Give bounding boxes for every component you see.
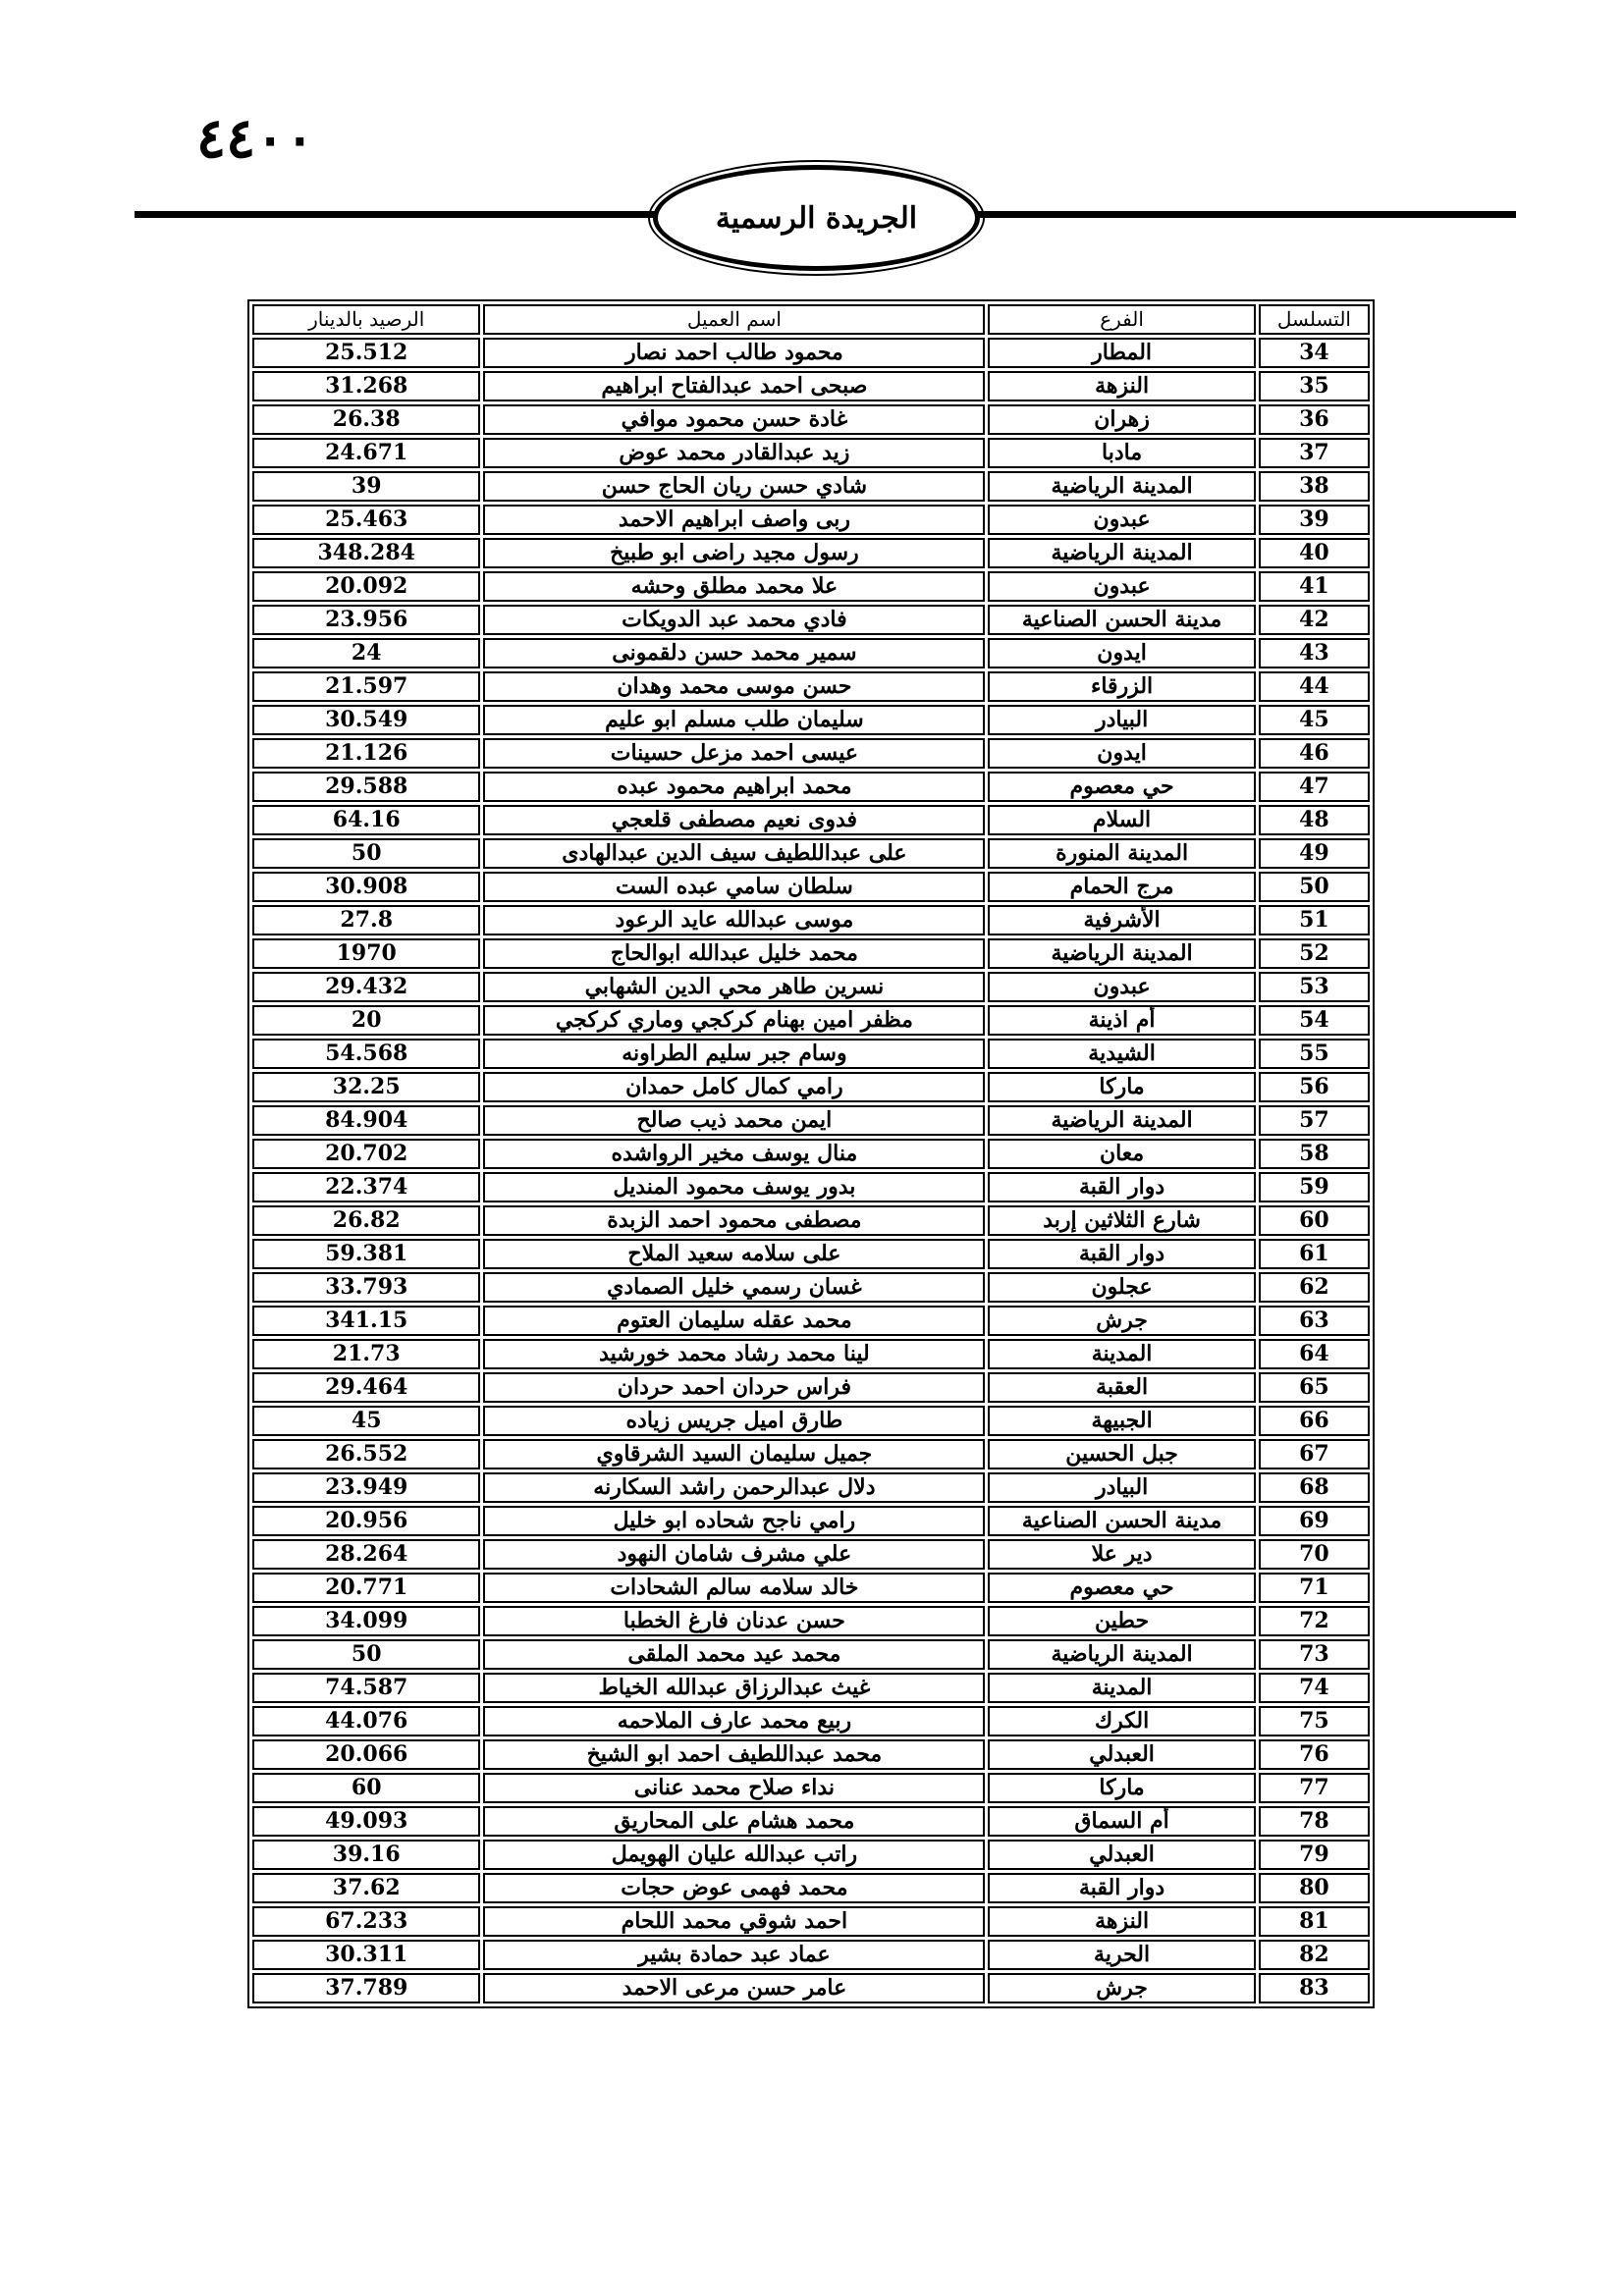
table-row <box>252 1973 1370 2003</box>
serial-cell: 41 <box>1259 571 1370 602</box>
balance-cell: 22.374 <box>252 1172 480 1202</box>
balance-cell: 26.552 <box>252 1439 480 1469</box>
table-row <box>252 471 1370 502</box>
table-row <box>252 705 1370 735</box>
customer-name-cell: نداء صلاح محمد عنانى <box>483 1773 985 1803</box>
balance-cell: 54.568 <box>252 1039 480 1069</box>
serial-cell: 62 <box>1259 1272 1370 1303</box>
serial-cell: 72 <box>1259 1606 1370 1636</box>
customer-name-cell: فادي محمد عبد الدويكات <box>483 605 985 635</box>
branch-cell: المدينة الرياضية <box>988 1105 1255 1136</box>
balance-cell: 24.671 <box>252 438 480 468</box>
table-row <box>252 938 1370 969</box>
serial-cell: 56 <box>1259 1072 1370 1102</box>
serial-cell: 73 <box>1259 1639 1370 1670</box>
customer-name-cell: دلال عبدالرحمن راشد السكارنه <box>483 1472 985 1503</box>
customer-name-cell: عيسى احمد مزعل حسينات <box>483 738 985 769</box>
table-row <box>252 738 1370 769</box>
balance-cell: 341.15 <box>252 1306 480 1336</box>
balance-cell: 20 <box>252 1005 480 1036</box>
balance-cell: 23.956 <box>252 605 480 635</box>
branch-cell: المدينة <box>988 1673 1255 1703</box>
balance-cell: 20.066 <box>252 1739 480 1770</box>
table-row <box>252 638 1370 668</box>
table-row <box>252 1439 1370 1469</box>
branch-cell: السلام <box>988 805 1255 835</box>
serial-cell: 51 <box>1259 905 1370 935</box>
balance-cell: 29.588 <box>252 772 480 802</box>
branch-cell: مدينة الحسن الصناعية <box>988 605 1255 635</box>
customer-name-cell: فدوى نعيم مصطفى قلعجي <box>483 805 985 835</box>
table-row <box>252 1306 1370 1336</box>
table-body <box>252 338 1370 2003</box>
customer-name-cell: محمد عيد محمد الملقى <box>483 1639 985 1670</box>
branch-cell: مدينة الحسن الصناعية <box>988 1506 1255 1536</box>
customer-name-cell: على عبداللطيف سيف الدين عبدالهادى <box>483 838 985 869</box>
table-row <box>252 1472 1370 1503</box>
balance-cell: 74.587 <box>252 1673 480 1703</box>
header-oval <box>653 165 980 271</box>
branch-cell: دوار القبة <box>988 1239 1255 1269</box>
branch-cell: الزرقاء <box>988 671 1255 702</box>
balances-table <box>247 299 1375 2008</box>
table-row <box>252 1039 1370 1069</box>
balance-cell: 21.597 <box>252 671 480 702</box>
customer-name-cell: غسان رسمي خليل الصمادي <box>483 1272 985 1303</box>
table-row <box>252 1339 1370 1369</box>
table-row <box>252 1706 1370 1736</box>
customer-name-cell: محمد ابراهيم محمود عبده <box>483 772 985 802</box>
customer-name-cell: عامر حسن مرعى الاحمد <box>483 1973 985 2003</box>
customer-name-cell: سليمان طلب مسلم ابو عليم <box>483 705 985 735</box>
serial-cell: 50 <box>1259 872 1370 902</box>
serial-cell: 55 <box>1259 1039 1370 1069</box>
branch-cell: النزهة <box>988 371 1255 401</box>
table-row <box>252 371 1370 401</box>
customer-name-cell: خالد سلامه سالم الشحادات <box>483 1573 985 1603</box>
balance-cell: 30.311 <box>252 1940 480 1970</box>
branch-cell: جرش <box>988 1973 1255 2003</box>
balance-cell: 33.793 <box>252 1272 480 1303</box>
table-row <box>252 1606 1370 1636</box>
balance-cell: 348.284 <box>252 538 480 568</box>
customer-name-cell: طارق اميل جريس زياده <box>483 1406 985 1436</box>
serial-cell: 61 <box>1259 1239 1370 1269</box>
branch-cell: ماركا <box>988 1072 1255 1102</box>
customer-name-cell: محمد هشام على المحاريق <box>483 1806 985 1837</box>
balance-cell: 28.264 <box>252 1539 480 1570</box>
serial-cell: 49 <box>1259 838 1370 869</box>
customer-name-cell: غادة حسن محمود موافي <box>483 404 985 435</box>
branch-cell: المدينة المنورة <box>988 838 1255 869</box>
serial-cell: 79 <box>1259 1840 1370 1870</box>
table-row <box>252 1940 1370 1970</box>
table-row <box>252 1139 1370 1169</box>
branch-cell: دير علا <box>988 1539 1255 1570</box>
customer-name-cell: سلطان سامي عبده الست <box>483 872 985 902</box>
branch-cell: أم السماق <box>988 1806 1255 1837</box>
branch-cell: المدينة الرياضية <box>988 471 1255 502</box>
serial-cell: 45 <box>1259 705 1370 735</box>
serial-cell: 44 <box>1259 671 1370 702</box>
branch-cell: جبل الحسين <box>988 1439 1255 1469</box>
serial-cell: 60 <box>1259 1205 1370 1236</box>
table-row <box>252 1272 1370 1303</box>
serial-cell: 82 <box>1259 1940 1370 1970</box>
branch-cell: العبدلي <box>988 1840 1255 1870</box>
serial-cell: 71 <box>1259 1573 1370 1603</box>
branch-cell: مادبا <box>988 438 1255 468</box>
page-number: ٤٤٠٠ <box>196 106 315 171</box>
serial-cell: 76 <box>1259 1739 1370 1770</box>
branch-cell: المطار <box>988 338 1255 368</box>
customer-name-cell: حسن موسى محمد وهدان <box>483 671 985 702</box>
balance-cell: 20.702 <box>252 1139 480 1169</box>
table-row <box>252 1172 1370 1202</box>
customer-name-cell: نسرين طاهر محي الدين الشهابي <box>483 972 985 1002</box>
balance-cell: 39.16 <box>252 1840 480 1870</box>
balance-cell: 31.268 <box>252 371 480 401</box>
table-row <box>252 1372 1370 1403</box>
branch-cell: شارع الثلاثين إربد <box>988 1205 1255 1236</box>
serial-cell: 63 <box>1259 1306 1370 1336</box>
branch-cell: الشيدية <box>988 1039 1255 1069</box>
serial-cell: 43 <box>1259 638 1370 668</box>
branch-cell: عبدون <box>988 972 1255 1002</box>
table-row <box>252 1673 1370 1703</box>
branch-cell: حطين <box>988 1606 1255 1636</box>
customer-name-cell: ايمن محمد ذيب صالح <box>483 1105 985 1136</box>
table-row <box>252 1205 1370 1236</box>
serial-cell: 77 <box>1259 1773 1370 1803</box>
branch-cell: حي معصوم <box>988 1573 1255 1603</box>
serial-cell: 54 <box>1259 1005 1370 1036</box>
customer-name-cell: رامي ناجح شحاده ابو خليل <box>483 1506 985 1536</box>
customer-name-cell: لينا محمد رشاد محمد خورشيد <box>483 1339 985 1369</box>
branch-cell: المدينة الرياضية <box>988 538 1255 568</box>
serial-cell: 53 <box>1259 972 1370 1002</box>
column-header-branch: الفرع <box>988 304 1255 335</box>
serial-cell: 46 <box>1259 738 1370 769</box>
branch-cell: العبدلي <box>988 1739 1255 1770</box>
balance-cell: 67.233 <box>252 1906 480 1937</box>
table-header-row <box>252 304 1370 335</box>
branch-cell: الحرية <box>988 1940 1255 1970</box>
serial-cell: 47 <box>1259 772 1370 802</box>
table-row <box>252 1806 1370 1837</box>
table-row <box>252 1639 1370 1670</box>
balance-cell: 44.076 <box>252 1706 480 1736</box>
branch-cell: حي معصوم <box>988 772 1255 802</box>
table-row <box>252 505 1370 535</box>
customer-name-cell: علا محمد مطلق وحشه <box>483 571 985 602</box>
table-row <box>252 571 1370 602</box>
serial-cell: 59 <box>1259 1172 1370 1202</box>
balance-cell: 32.25 <box>252 1072 480 1102</box>
serial-cell: 74 <box>1259 1673 1370 1703</box>
balance-cell: 29.432 <box>252 972 480 1002</box>
balance-cell: 29.464 <box>252 1372 480 1403</box>
customer-name-cell: راتب عبدالله عليان الهويمل <box>483 1840 985 1870</box>
balance-cell: 1970 <box>252 938 480 969</box>
customer-name-cell: موسى عبدالله عايد الرعود <box>483 905 985 935</box>
serial-cell: 78 <box>1259 1806 1370 1837</box>
balance-cell: 59.381 <box>252 1239 480 1269</box>
customer-name-cell: محمد فهمى عوض حجات <box>483 1873 985 1903</box>
table-row <box>252 1739 1370 1770</box>
table-row <box>252 338 1370 368</box>
balance-cell: 26.38 <box>252 404 480 435</box>
serial-cell: 37 <box>1259 438 1370 468</box>
serial-cell: 48 <box>1259 805 1370 835</box>
balance-cell: 34.099 <box>252 1606 480 1636</box>
branch-cell: العقبة <box>988 1372 1255 1403</box>
customer-name-cell: غيث عبدالرزاق عبدالله الخياط <box>483 1673 985 1703</box>
branch-cell: النزهة <box>988 1906 1255 1937</box>
balance-cell: 50 <box>252 1639 480 1670</box>
serial-cell: 64 <box>1259 1339 1370 1369</box>
serial-cell: 68 <box>1259 1472 1370 1503</box>
serial-cell: 52 <box>1259 938 1370 969</box>
balance-cell: 49.093 <box>252 1806 480 1837</box>
serial-cell: 70 <box>1259 1539 1370 1570</box>
serial-cell: 35 <box>1259 371 1370 401</box>
customer-name-cell: محمد عقله سليمان العتوم <box>483 1306 985 1336</box>
table-row <box>252 1773 1370 1803</box>
table-row <box>252 1406 1370 1436</box>
customer-name-cell: احمد شوقي محمد اللحام <box>483 1906 985 1937</box>
branch-cell: البيادر <box>988 1472 1255 1503</box>
branch-cell: جرش <box>988 1306 1255 1336</box>
customer-name-cell: زيد عبدالقادر محمد عوض <box>483 438 985 468</box>
balance-cell: 30.549 <box>252 705 480 735</box>
column-header-customer-name: اسم العميل <box>483 304 985 335</box>
column-header-serial: التسلسل <box>1259 304 1370 335</box>
balance-cell: 25.512 <box>252 338 480 368</box>
branch-cell: الكرك <box>988 1706 1255 1736</box>
table-row <box>252 1005 1370 1036</box>
table-row <box>252 538 1370 568</box>
balance-cell: 39 <box>252 471 480 502</box>
customer-name-cell: رامي كمال كامل حمدان <box>483 1072 985 1102</box>
customer-name-cell: بدور يوسف محمود المنديل <box>483 1172 985 1202</box>
balance-cell: 20.956 <box>252 1506 480 1536</box>
serial-cell: 58 <box>1259 1139 1370 1169</box>
customer-name-cell: ربى واصف ابراهيم الاحمد <box>483 505 985 535</box>
customer-name-cell: محمد خليل عبدالله ابوالحاج <box>483 938 985 969</box>
customer-name-cell: علي مشرف شامان النهود <box>483 1539 985 1570</box>
serial-cell: 36 <box>1259 404 1370 435</box>
customer-name-cell: وسام جبر سليم الطراونه <box>483 1039 985 1069</box>
branch-cell: عجلون <box>988 1272 1255 1303</box>
balance-cell: 24 <box>252 638 480 668</box>
serial-cell: 34 <box>1259 338 1370 368</box>
customer-name-cell: شادي حسن ريان الحاج حسن <box>483 471 985 502</box>
customer-name-cell: ربيع محمد عارف الملاحمه <box>483 1706 985 1736</box>
branch-cell: المدينة الرياضية <box>988 1639 1255 1670</box>
table-row <box>252 1239 1370 1269</box>
table-row <box>252 1906 1370 1937</box>
balance-cell: 50 <box>252 838 480 869</box>
serial-cell: 57 <box>1259 1105 1370 1136</box>
balance-cell: 37.62 <box>252 1873 480 1903</box>
table-row <box>252 671 1370 702</box>
gazette-title: الجريدة الرسمية <box>715 200 918 236</box>
serial-cell: 42 <box>1259 605 1370 635</box>
table-row <box>252 772 1370 802</box>
balance-cell: 84.904 <box>252 1105 480 1136</box>
serial-cell: 67 <box>1259 1439 1370 1469</box>
serial-cell: 69 <box>1259 1506 1370 1536</box>
balance-cell: 20.771 <box>252 1573 480 1603</box>
balance-cell: 37.789 <box>252 1973 480 2003</box>
table-row <box>252 1873 1370 1903</box>
customer-name-cell: منال يوسف مخير الرواشده <box>483 1139 985 1169</box>
customer-name-cell: صبحى احمد عبدالفتاح ابراهيم <box>483 371 985 401</box>
branch-cell: مرج الحمام <box>988 872 1255 902</box>
branch-cell: المدينة الرياضية <box>988 938 1255 969</box>
balance-cell: 21.126 <box>252 738 480 769</box>
branch-cell: دوار القبة <box>988 1172 1255 1202</box>
balance-cell: 20.092 <box>252 571 480 602</box>
customer-name-cell: فراس حردان احمد حردان <box>483 1372 985 1403</box>
balance-cell: 64.16 <box>252 805 480 835</box>
balance-cell: 45 <box>252 1406 480 1436</box>
serial-cell: 75 <box>1259 1706 1370 1736</box>
balance-cell: 60 <box>252 1773 480 1803</box>
balance-cell: 27.8 <box>252 905 480 935</box>
branch-cell: عبدون <box>988 505 1255 535</box>
branch-cell: الأشرفية <box>988 905 1255 935</box>
customer-name-cell: عماد عبد حمادة بشير <box>483 1940 985 1970</box>
balance-cell: 30.908 <box>252 872 480 902</box>
serial-cell: 66 <box>1259 1406 1370 1436</box>
serial-cell: 80 <box>1259 1873 1370 1903</box>
branch-cell: زهران <box>988 404 1255 435</box>
serial-cell: 40 <box>1259 538 1370 568</box>
table-row <box>252 605 1370 635</box>
balance-cell: 26.82 <box>252 1205 480 1236</box>
customer-name-cell: جميل سليمان السيد الشرقاوي <box>483 1439 985 1469</box>
branch-cell: عبدون <box>988 571 1255 602</box>
customer-name-cell: مظفر امين بهنام كركجي وماري كركجي <box>483 1005 985 1036</box>
branch-cell: دوار القبة <box>988 1873 1255 1903</box>
branch-cell: ماركا <box>988 1773 1255 1803</box>
branch-cell: الجبيهة <box>988 1406 1255 1436</box>
table-row <box>252 1539 1370 1570</box>
table-row <box>252 1105 1370 1136</box>
customer-name-cell: حسن عدنان فارغ الخطبا <box>483 1606 985 1636</box>
branch-cell: أم اذينة <box>988 1005 1255 1036</box>
branch-cell: ايدون <box>988 738 1255 769</box>
branch-cell: البيادر <box>988 705 1255 735</box>
customer-name-cell: مصطفى محمود احمد الزبدة <box>483 1205 985 1236</box>
table-row <box>252 1840 1370 1870</box>
table-row <box>252 805 1370 835</box>
serial-cell: 38 <box>1259 471 1370 502</box>
table-row <box>252 1506 1370 1536</box>
table-row <box>252 972 1370 1002</box>
serial-cell: 83 <box>1259 1973 1370 2003</box>
branch-cell: معان <box>988 1139 1255 1169</box>
table-row <box>252 872 1370 902</box>
table-row <box>252 1573 1370 1603</box>
serial-cell: 81 <box>1259 1906 1370 1937</box>
customer-name-cell: محمد عبداللطيف احمد ابو الشيخ <box>483 1739 985 1770</box>
customer-name-cell: على سلامه سعيد الملاح <box>483 1239 985 1269</box>
balance-cell: 25.463 <box>252 505 480 535</box>
table-row <box>252 1072 1370 1102</box>
customer-name-cell: رسول مجيد راضى ابو طبيخ <box>483 538 985 568</box>
customer-name-cell: محمود طالب احمد نصار <box>483 338 985 368</box>
branch-cell: المدينة <box>988 1339 1255 1369</box>
serial-cell: 39 <box>1259 505 1370 535</box>
serial-cell: 65 <box>1259 1372 1370 1403</box>
table-row <box>252 438 1370 468</box>
table-row <box>252 905 1370 935</box>
branch-cell: ايدون <box>988 638 1255 668</box>
column-header-balance: الرصيد بالدينار <box>252 304 480 335</box>
customer-name-cell: سمير محمد حسن دلقمونى <box>483 638 985 668</box>
table-row <box>252 838 1370 869</box>
table-row <box>252 404 1370 435</box>
balance-cell: 21.73 <box>252 1339 480 1369</box>
balance-cell: 23.949 <box>252 1472 480 1503</box>
